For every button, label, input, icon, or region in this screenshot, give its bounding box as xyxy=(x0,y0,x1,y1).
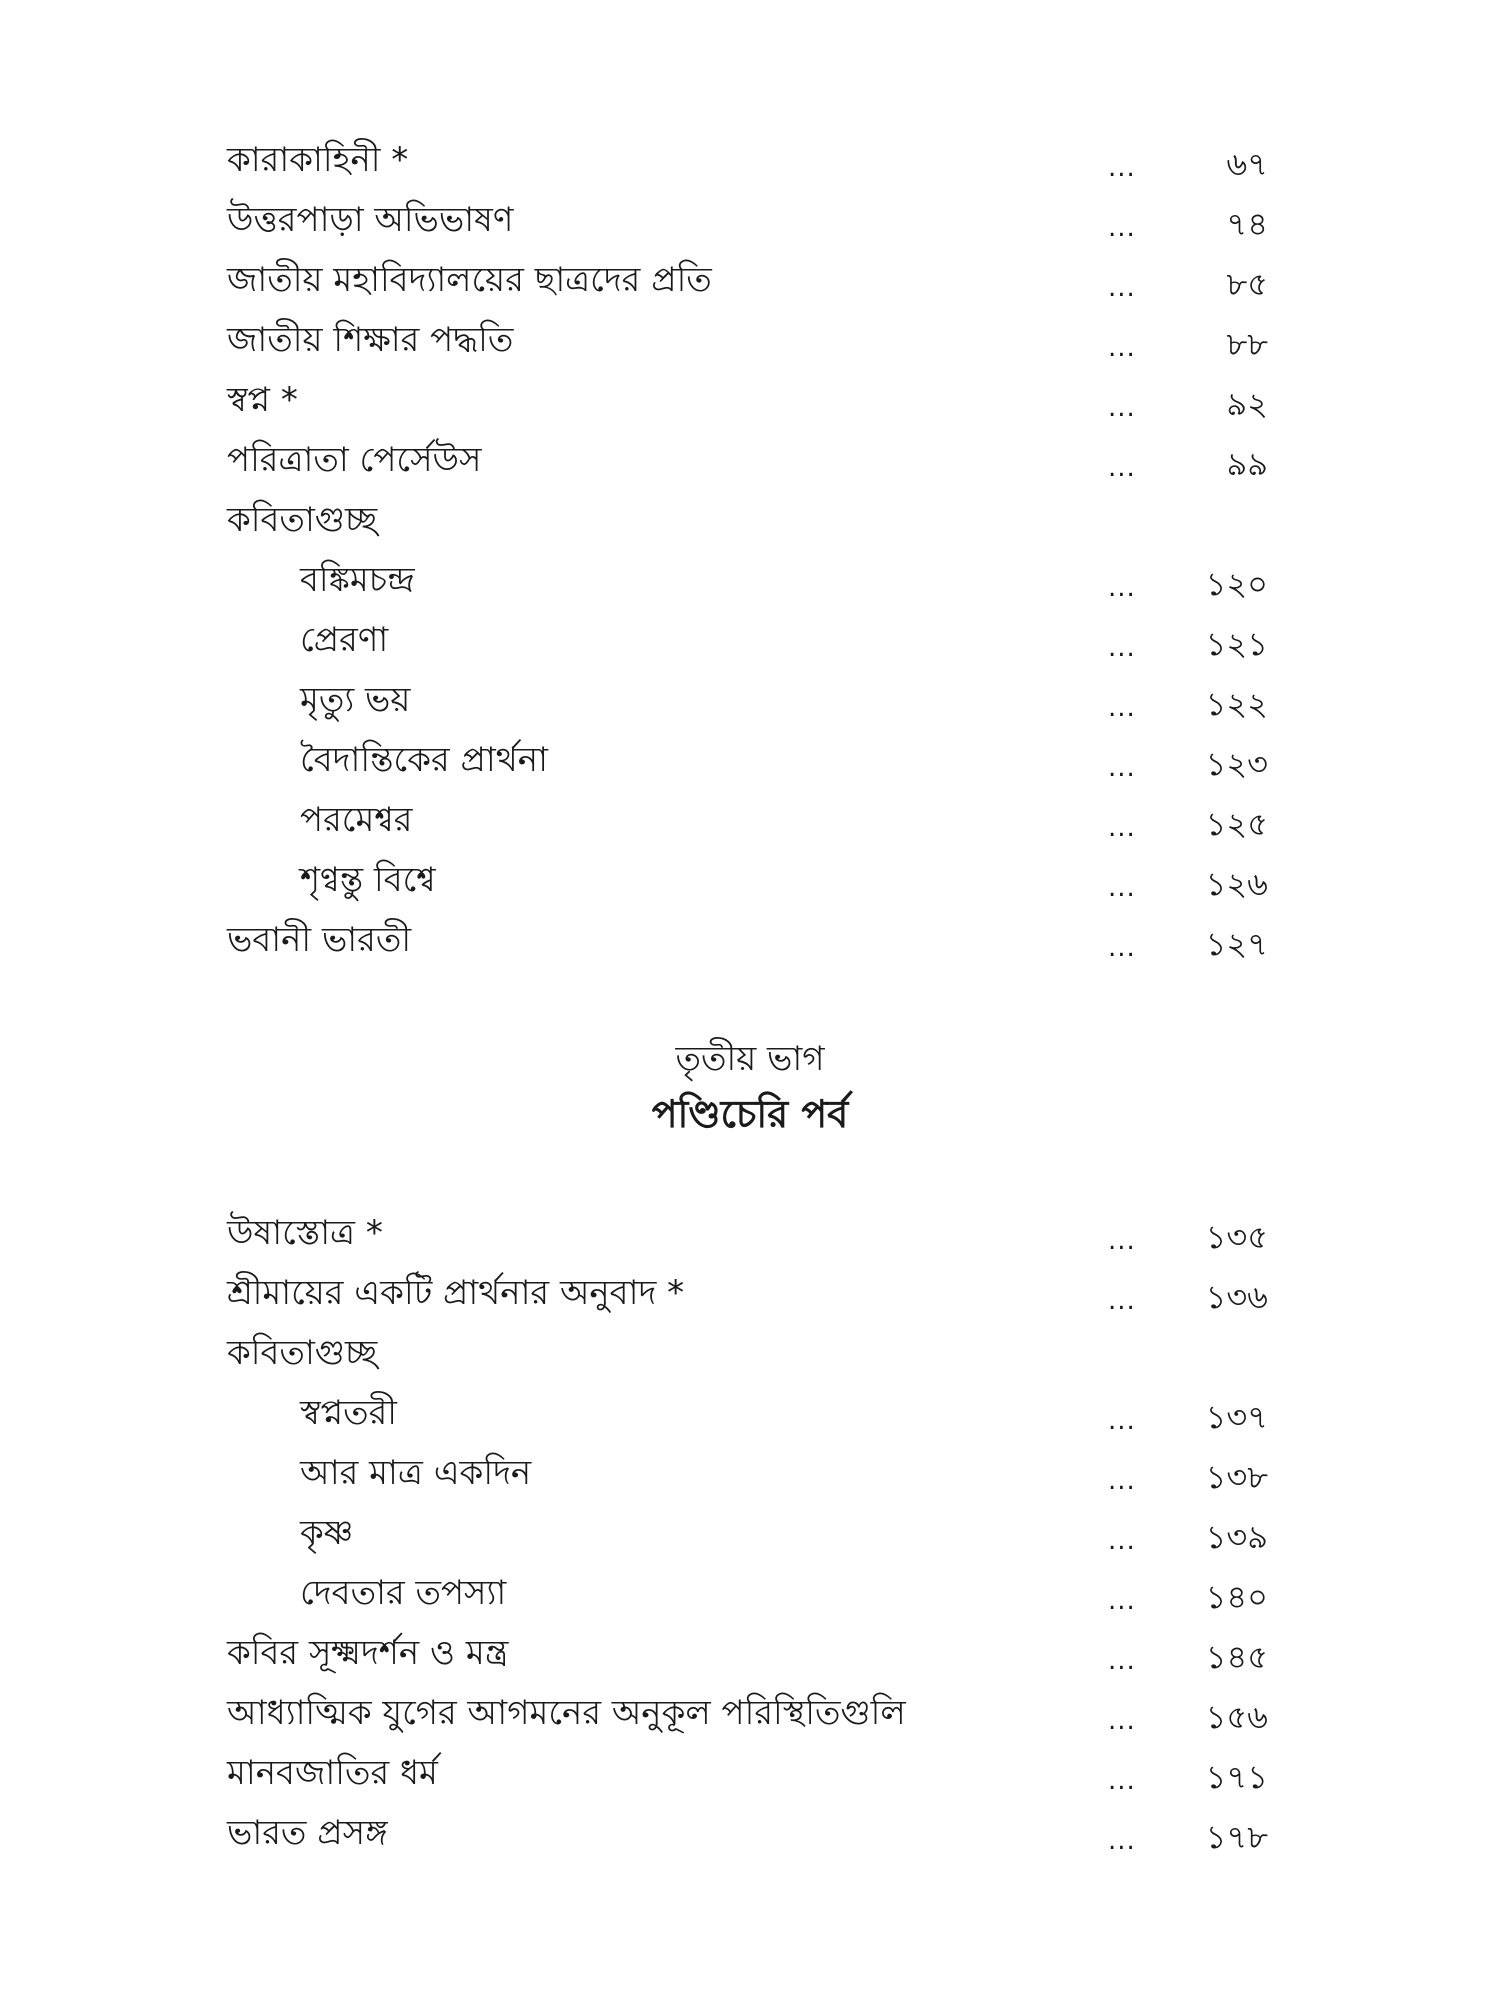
toc-entry xyxy=(0,552,1500,608)
toc-entry-page: ৮৮ xyxy=(1226,325,1268,363)
toc-entry-page: ৯৯ xyxy=(1226,445,1268,483)
toc-entry xyxy=(0,1685,1500,1741)
toc-entry xyxy=(0,1625,1500,1681)
toc-leader-dots: ... xyxy=(1108,693,1136,723)
toc-entry-page: ৭৪ xyxy=(1226,205,1268,243)
toc-entry-title: মানবজাতির ধর্ম xyxy=(227,1753,438,1793)
toc-entry-page: ১৩৮ xyxy=(1205,1458,1268,1496)
toc-entry-page: ১২৭ xyxy=(1205,925,1268,963)
toc-leader-dots: ... xyxy=(1108,1586,1136,1616)
section-label: তৃতীয় ভাগ xyxy=(675,1039,825,1079)
toc-entry-title: স্বপ্ন * xyxy=(227,380,298,420)
toc-entry xyxy=(0,1265,1500,1321)
toc-entry-page: ১২৬ xyxy=(1205,865,1268,903)
toc-group-title: কবিতাগুচ্ছ xyxy=(227,1333,378,1373)
toc-leader-dots: ... xyxy=(1108,813,1136,843)
toc-entry xyxy=(0,1565,1500,1621)
toc-leader-dots: ... xyxy=(1108,1466,1136,1496)
toc-leader-dots: ... xyxy=(1108,1766,1136,1796)
toc-group-heading xyxy=(0,492,1500,548)
toc-entry xyxy=(0,252,1500,308)
toc-entry-title: শ্রীমায়ের একটি প্রার্থনার অনুবাদ * xyxy=(227,1273,685,1313)
toc-entry-page: ১২৩ xyxy=(1205,745,1268,783)
toc-entry-title: উষাস্তোত্র * xyxy=(227,1213,383,1253)
toc-leader-dots: ... xyxy=(1108,333,1136,363)
toc-leader-dots: ... xyxy=(1108,393,1136,423)
toc-leader-dots: ... xyxy=(1108,573,1136,603)
toc-entry-page: ৬৭ xyxy=(1226,145,1268,183)
toc-leader-dots: ... xyxy=(1108,1406,1136,1436)
toc-entry xyxy=(0,1445,1500,1501)
toc-entry-title: জাতীয় শিক্ষার পদ্ধতি xyxy=(227,320,514,360)
toc-entry xyxy=(0,312,1500,368)
toc-entry-title: ভারত প্রসঙ্গ xyxy=(227,1813,388,1853)
toc-entry-title: জাতীয় মহাবিদ্যালয়ের ছাত্রদের প্রতি xyxy=(227,260,712,300)
toc-entry-title: উত্তরপাড়া অভিভাষণ xyxy=(227,200,514,240)
toc-entry-page: ১৩৯ xyxy=(1205,1518,1268,1556)
toc-entry xyxy=(0,912,1500,968)
toc-entry-title: শৃণ্বন্তু বিশ্বে xyxy=(300,860,436,900)
toc-entry-title: স্বপ্নতরী xyxy=(300,1393,398,1433)
toc-leader-dots: ... xyxy=(1108,873,1136,903)
toc-entry-title: আধ্যাত্মিক যুগের আগমনের অনুকূল পরিস্থিতিগুলি xyxy=(227,1693,906,1733)
toc-entry-title: ভবানী ভারতী xyxy=(227,920,412,960)
toc-entry-page: ১২৫ xyxy=(1205,805,1268,843)
toc-entry-title: মৃত্যু ভয় xyxy=(300,680,411,720)
toc-entry xyxy=(0,1385,1500,1441)
toc-entry-page: ১৭১ xyxy=(1205,1758,1268,1796)
toc-entry xyxy=(0,432,1500,488)
toc-entry-title: বৈদান্তিকের প্রার্থনা xyxy=(300,740,548,780)
toc-entry xyxy=(0,1505,1500,1561)
toc-entry-page: ১৩৬ xyxy=(1205,1278,1268,1316)
toc-entry-page: ১৭৮ xyxy=(1205,1818,1268,1856)
toc-leader-dots: ... xyxy=(1108,1226,1136,1256)
toc-entry-page: ১২২ xyxy=(1205,685,1268,723)
toc-entry-title: পরিত্রাতা পের্সেউস xyxy=(227,440,482,480)
toc-entry xyxy=(0,1805,1500,1861)
toc-leader-dots: ... xyxy=(1108,453,1136,483)
toc-entry-title: পরমেশ্বর xyxy=(300,800,413,840)
toc-entry-page: ১২০ xyxy=(1205,565,1268,603)
toc-entry-page: ১৫৬ xyxy=(1205,1698,1268,1736)
toc-entry xyxy=(0,132,1500,188)
toc-entry-title: কারাকাহিনী * xyxy=(227,140,409,180)
toc-entry xyxy=(0,372,1500,428)
toc-leader-dots: ... xyxy=(1108,213,1136,243)
toc-leader-dots: ... xyxy=(1108,153,1136,183)
toc-entry-title: কৃষ্ণ xyxy=(300,1513,354,1553)
toc-leader-dots: ... xyxy=(1108,753,1136,783)
toc-leader-dots: ... xyxy=(1108,933,1136,963)
toc-entry-page: ১২১ xyxy=(1205,625,1268,663)
toc-entry-title: দেবতার তপস্যা xyxy=(300,1573,507,1613)
toc-entry-page: ১৩৭ xyxy=(1205,1398,1268,1436)
toc-entry xyxy=(0,672,1500,728)
toc-entry-page: ৮৫ xyxy=(1226,265,1268,303)
toc-entry xyxy=(0,732,1500,788)
toc-entry xyxy=(0,192,1500,248)
toc-entry-title: বঙ্কিমচন্দ্র xyxy=(300,560,415,600)
toc-entry-title: কবির সূক্ষ্মদর্শন ও মন্ত্র xyxy=(227,1633,509,1673)
toc-entry-page: ৯২ xyxy=(1226,385,1268,423)
toc-group-title: কবিতাগুচ্ছ xyxy=(227,500,378,540)
section-title: পণ্ডিচেরি পর্ব xyxy=(651,1092,849,1136)
toc-entry-page: ১৪০ xyxy=(1205,1578,1268,1616)
toc-leader-dots: ... xyxy=(1108,1646,1136,1676)
toc-group-heading xyxy=(0,1325,1500,1381)
toc-entry xyxy=(0,612,1500,668)
toc-entry xyxy=(0,1205,1500,1261)
toc-leader-dots: ... xyxy=(1108,273,1136,303)
toc-leader-dots: ... xyxy=(1108,633,1136,663)
toc-leader-dots: ... xyxy=(1108,1286,1136,1316)
toc-leader-dots: ... xyxy=(1108,1526,1136,1556)
toc-entry-title: আর মাত্র একদিন xyxy=(300,1453,532,1493)
toc-entry-page: ১৪৫ xyxy=(1205,1638,1268,1676)
toc-entry xyxy=(0,792,1500,848)
toc-leader-dots: ... xyxy=(1108,1706,1136,1736)
toc-entry xyxy=(0,1745,1500,1801)
toc-entry-title: প্রেরণা xyxy=(300,620,389,660)
toc-entry-page: ১৩৫ xyxy=(1205,1218,1268,1256)
toc-entry xyxy=(0,852,1500,908)
toc-leader-dots: ... xyxy=(1108,1826,1136,1856)
